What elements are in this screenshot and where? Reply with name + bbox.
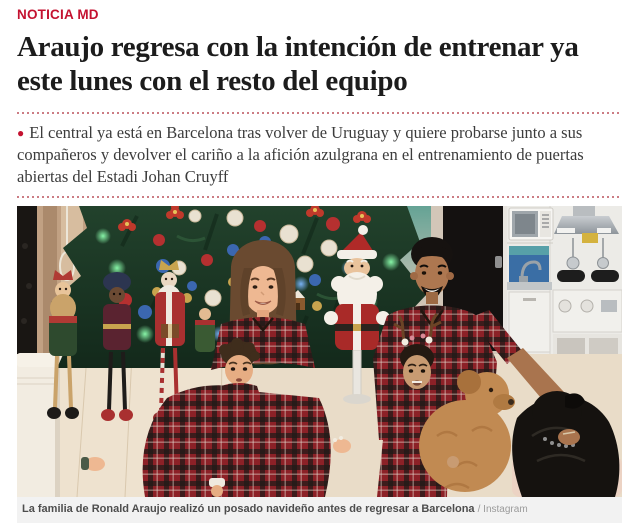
photo-caption — [17, 497, 622, 523]
section-kicker: NOTICIA MD — [17, 7, 99, 22]
standfirst-text: El central ya está en Barcelona tras volver de Uruguay y quiere probarse junto a sus compañeros y devolver el cariño a la afición azulgrana en el entrenamiento de puertas abiertas del Estadi Johan Cruyff — [17, 123, 584, 186]
toy-microwave — [509, 208, 553, 240]
family-photo-illustration — [17, 206, 622, 497]
article-standfirst — [17, 122, 622, 188]
caption-credit: / Instagram — [477, 504, 528, 515]
bullet-icon: ● — [17, 126, 25, 140]
article-photo — [17, 206, 622, 497]
dotted-divider-bottom — [17, 196, 622, 198]
caption-text: La familia de Ronald Araujo realizó un posado navideño antes de regresar a Barcelona — [22, 503, 475, 515]
toy-sink — [507, 246, 552, 352]
dark-sofa-strip — [17, 206, 37, 354]
dotted-divider-top — [17, 112, 622, 114]
article-headline: Araujo regresa con la intención de entrenar ya este lunes con el resto del equipo — [17, 31, 579, 97]
